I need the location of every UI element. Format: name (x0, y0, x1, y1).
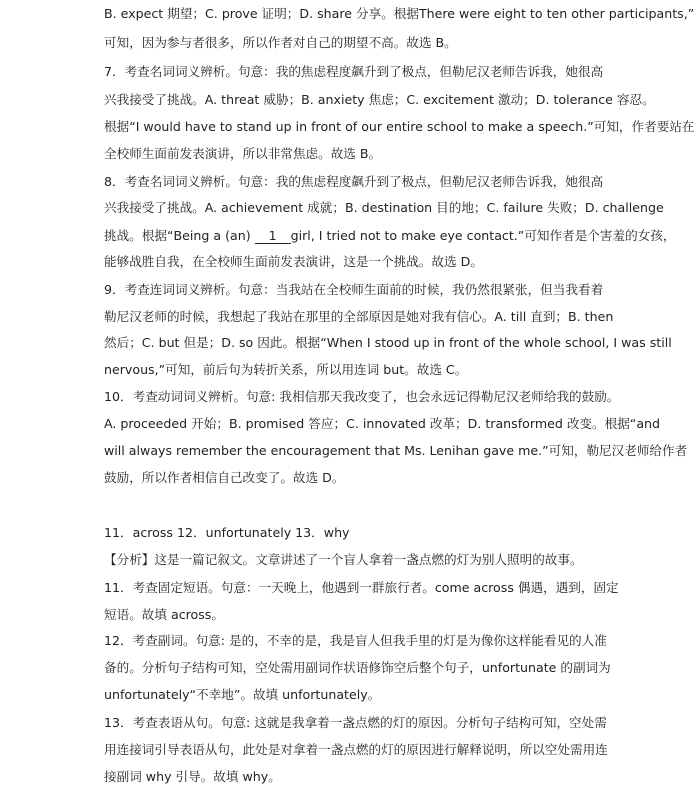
text-line: 全校师生面前发表演讲，所以非常焦虑。故选 B。 (104, 146, 382, 161)
text-line: 11．考查固定短语。句意：一天晚上，他遇到一群旅行者。come across 偶遇，遇到，固定 (104, 580, 619, 595)
text-line: 10．考查动词词义辨析。句意: 我相信那天我改变了，也会永远记得勒尼汉老师给我的鼓励。 (104, 389, 620, 404)
text-line: 然后；C. but 但是；D. so 因此。根据“When I stood up in front of the whole school, I was still (104, 335, 672, 350)
text-line: nervous,”可知，前后句为转折关系，所以用连词 but。故选 C。 (104, 362, 468, 377)
text-line: 兴我接受了挑战。A. achievement 成就；B. destination 目的地；C. failure 失败；D. challenge (104, 200, 664, 215)
text-line: 接副词 why 引导。故填 why。 (104, 769, 281, 784)
text-line: 8．考查名词词义辨析。句意：我的焦虑程度飙升到了极点，但勒尼汉老师告诉我，她很高 (104, 174, 604, 189)
text-line: 能够战胜自我，在全校师生面前发表演讲，这是一个挑战。故选 D。 (104, 254, 483, 269)
text-line: A. proceeded 开始；B. promised 答应；C. innovated 改革；D. transformed 改变。根据“and (104, 416, 661, 431)
text-segment: girl, I tried not to make eye contact.”可知作者是个害羞的女孩， (290, 228, 676, 243)
text-line: 9．考查连词词义辨析。句意：当我站在全校师生面前的时候，我仍然很紧张，但当我看着 (104, 282, 604, 297)
text-line: will always remember the encouragement that Ms. Lenihan gave me.”可知，勒尼汉老师给作者 (104, 443, 688, 458)
text-line: 13．考查表语从句。句意: 这就是我拿着一盏点燃的灯的原因。分析句子结构可知，空处需 (104, 715, 607, 730)
answer-line: 11．across 12．unfortunately 13．why (104, 525, 350, 540)
text-line: 勒尼汉老师的时候，我想起了我站在那里的全部原因是她对我有信心。A. till 直到；B. then (104, 309, 614, 324)
text-line: unfortunately“不幸地”。故填 unfortunately。 (104, 687, 381, 702)
text-line: 可知，因为参与者很多，所以作者对自己的期望不高。故选 B。 (104, 35, 457, 50)
text-line: 短语。故填 across。 (104, 607, 224, 622)
text-segment: 挑战。根据“Being a (an) (104, 228, 255, 243)
text-line: 用连接词引导表语从句，此处是对拿着一盏点燃的灯的原因进行解释说明，所以空处需用连 (104, 742, 608, 757)
text-line: 备的。分析句子结构可知，空处需用副词作状语修饰空后整个句子，unfortunate 的副词为 (104, 660, 611, 675)
text-line: 兴我接受了挑战。A. threat 威胁；B. anxiety 焦虑；C. excitement 激动；D. tolerance 容忍。 (104, 92, 655, 107)
text-line: B. expect 期望；C. prove 证明；D. share 分享。根据There were eight to ten other participants,” (104, 6, 694, 21)
analysis-line: 【分析】这是一篇记叙文。文章讲述了一个盲人拿着一盏点燃的灯为别人照明的故事。 (104, 552, 583, 567)
text-line (104, 227, 676, 245)
text-line: 12．考查副词。句意: 是的，不幸的是，我是盲人但我手里的灯是为像你这样能看见的人准 (104, 633, 607, 648)
blank-number: 1 (255, 229, 291, 244)
text-line: 根据“I would have to stand up in front of our entire school to make a speech.”可知，作者要站在 (104, 119, 694, 134)
text-line: 7．考查名词词义辨析。句意：我的焦虑程度飙升到了极点，但勒尼汉老师告诉我，她很高 (104, 64, 604, 79)
text-line: 鼓励，所以作者相信自己改变了。故选 D。 (104, 470, 345, 485)
